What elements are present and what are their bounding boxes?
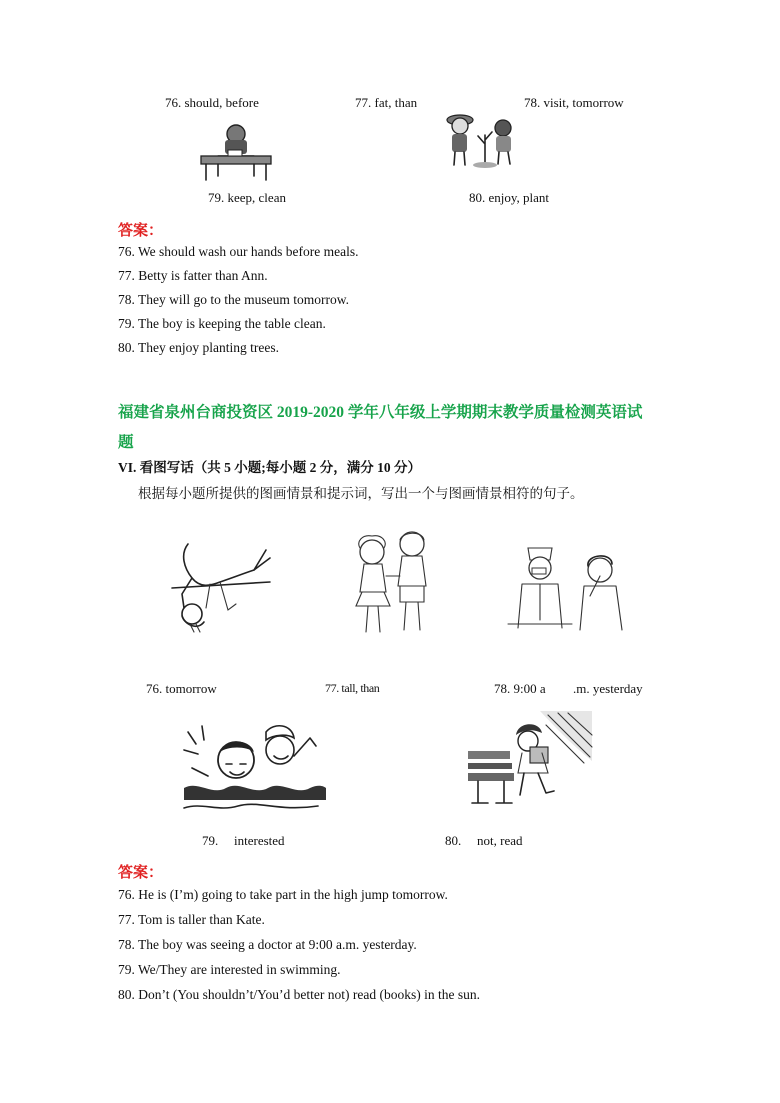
children-planting-tree-image: [440, 110, 526, 170]
answer-78-a: 78. They will go to the museum tomorrow.: [118, 292, 349, 307]
prompt-80-words: not, read: [477, 833, 523, 848]
answer-label-2: 答案：: [118, 865, 164, 881]
exam-title-line2: 题: [118, 434, 134, 451]
doctor-and-boy-image: [508, 540, 630, 636]
prompt-78-top: 78. visit, tomorrow: [524, 95, 624, 110]
prompt-76-top: 76. should, before: [165, 95, 259, 110]
girl-reading-on-bench-image: [468, 711, 592, 805]
instruction-text: 根据每小题所提供的图画情景和提示词，写出一个与图画情景相符的句子。: [138, 486, 584, 502]
answer-76-a: 76. We should wash our hands before meals.: [118, 244, 359, 259]
prompt-76: 76. tomorrow: [146, 681, 217, 696]
prompt-79-number: 79.: [202, 833, 219, 848]
answer-79-a: 79. The boy is keeping the table clean.: [118, 316, 326, 331]
prompt-80-top: 80. enjoy, plant: [469, 190, 550, 205]
answer-80-b: 80. Don’t (You shouldn’t/You’d better not) read (books) in the sun.: [118, 987, 480, 1002]
prompt-77: 77. tall, than: [325, 681, 380, 695]
answer-77-b: 77. Tom is taller than Kate.: [118, 912, 265, 927]
prompt-77-top: 77. fat, than: [355, 95, 418, 110]
answer-78-b: 78. The boy was seeing a doctor at 9:00 a.m. yesterday.: [118, 937, 417, 952]
prompt-78-part1: 78. 9:00 a: [494, 681, 546, 696]
exam-title-line1: 福建省泉州台商投资区 2019-2020 学年八年级上学期期末教学质量检测英语试: [118, 404, 643, 421]
answer-77-a: 77. Betty is fatter than Ann.: [118, 268, 268, 283]
section-heading: VI. 看图写话（共 5 小题;每小题 2 分，满分 10 分）: [118, 460, 421, 475]
prompt-80-number: 80.: [445, 833, 462, 848]
answer-76-b: 76. He is (I’m) going to take part in the high jump tomorrow.: [118, 887, 448, 902]
boy-at-desk-image: [198, 120, 274, 182]
high-jumper-image: [170, 538, 276, 634]
boy-and-girl-image: [346, 528, 442, 636]
prompt-78-part2: .m. yesterday: [573, 681, 643, 696]
swimmers-image: [178, 716, 326, 816]
prompt-79-word: interested: [234, 833, 285, 848]
answer-label-1: 答案：: [118, 223, 164, 239]
prompt-79-top: 79. keep, clean: [208, 190, 286, 205]
answer-79-b: 79. We/They are interested in swimming.: [118, 962, 341, 977]
answer-80-a: 80. They enjoy planting trees.: [118, 340, 279, 355]
